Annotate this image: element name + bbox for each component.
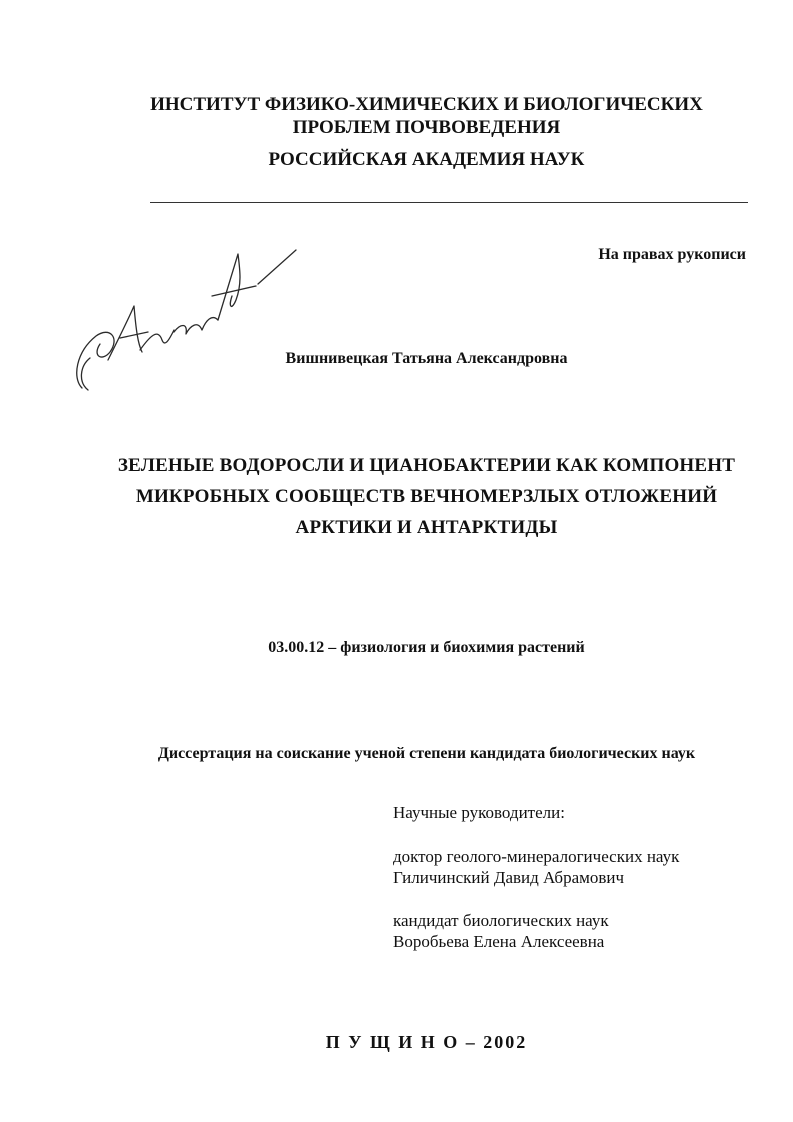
header-divider <box>150 202 748 203</box>
supervisor-2-name: Воробьева Елена Алексеевна <box>393 932 605 951</box>
supervisor-1-degree: доктор геолого-минералогических наук <box>393 847 680 866</box>
rights-notice: На правах рукописи <box>598 246 746 263</box>
dissertation-title-line1: ЗЕЛЕНЫЕ ВОДОРОСЛИ И ЦИАНОБАКТЕРИИ КАК КОМПОНЕНТ <box>117 455 736 476</box>
academy-name: РОССИЙСКАЯ АКАДЕМИЯ НАУК <box>268 149 585 170</box>
dissertation-title-line2: МИКРОБНЫХ СООБЩЕСТВ ВЕЧНОМЕРЗЛЫХ ОТЛОЖЕНИЙ <box>135 486 718 507</box>
dissertation-title-line3: АРКТИКИ И АНТАРКТИДЫ <box>295 517 558 538</box>
institute-name-line2: ПРОБЛЕМ ПОЧВОВЕДЕНИЯ <box>292 117 561 138</box>
supervisor-1-name: Гиличинский Давид Абрамович <box>393 868 625 887</box>
specialty-code: 03.00.12 – физиология и биохимия растений <box>268 639 585 656</box>
place-and-year: П У Щ И Н О – 2002 <box>325 1032 528 1052</box>
supervisor-2-degree: кандидат биологических наук <box>393 911 609 930</box>
institute-name-line1: ИНСТИТУТ ФИЗИКО-ХИМИЧЕСКИХ И БИОЛОГИЧЕСКИХ <box>150 94 703 115</box>
handwritten-signature-icon <box>70 240 305 405</box>
degree-statement: Диссертация на соискание ученой степени кандидата биологических наук <box>157 745 696 762</box>
supervisors-heading: Научные руководители: <box>393 803 565 822</box>
author-name: Вишнивецкая Татьяна Александровна <box>285 350 568 367</box>
